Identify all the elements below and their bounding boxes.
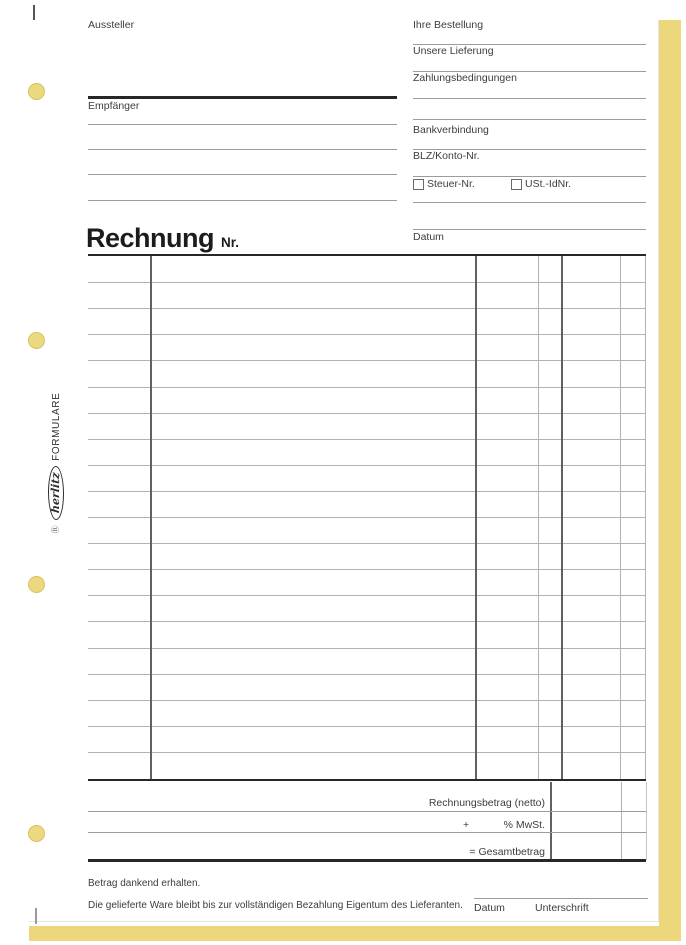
thanks-text: Betrag dankend erhalten. [88,878,201,889]
date-field-top-line [413,229,646,230]
net-amount-line [88,811,646,812]
vat-plus-sign: + [463,819,470,831]
date-label: Datum [413,231,444,243]
tax-number-checkbox[interactable] [413,179,424,190]
recipient-write-line [88,200,397,201]
totals-right-edge [646,782,647,860]
recipient-write-line [88,149,397,150]
form-title [86,223,239,253]
recipient-label: Empfänger [88,100,140,112]
issuer-label: Aussteller [88,19,135,31]
recipient-write-line [88,124,397,125]
net-amount-label: Rechnungsbetrag (netto) [428,797,545,809]
punch-hole [28,825,45,842]
issuer-field-underline [88,96,397,99]
signature-label: Unterschrift [535,902,589,914]
tax-number-label: Steuer-Nr. [427,178,475,190]
punch-hole [28,576,45,593]
page-bottom-edge [29,921,659,922]
col-divider-total-cents [620,256,621,779]
payment-terms-write-line [413,98,646,99]
col-divider-total-price [561,256,563,779]
table-right-edge [645,256,646,779]
registered-trademark-icon: Ⓡ [51,525,60,534]
blz-write-line [413,176,646,177]
col-divider-unit-price-cents [538,256,539,779]
vat-id-checkbox[interactable] [511,179,522,190]
carbon-sheet-right-edge [659,20,681,927]
total-amount-label: = Gesamtbetrag [469,846,545,858]
tax-write-line [413,202,646,203]
footer-date-label: Datum [474,902,505,914]
formulare-label: FORMULARE [50,392,62,461]
order-label: Ihre Bestellung [413,19,484,31]
blz-account-label: BLZ/Konto-Nr. [413,150,480,162]
registration-mark-bottom [35,908,37,924]
col-divider-description [475,256,477,779]
vat-amount-label: % MwSt. [503,819,545,831]
totals-divider-main [550,782,552,860]
vat-id-label: USt.-IdNr. [525,178,572,190]
delivery-label: Unsere Lieferung [413,45,494,57]
form-title-main: Rechnung [86,223,214,253]
herlitz-logo: herlitz [48,465,64,521]
col-divider-quantity [150,256,152,779]
bank-label: Bankverbindung [413,124,489,136]
totals-divider-cents [621,782,622,860]
carbon-sheet-bottom-edge [29,926,681,941]
form-title-number-suffix: Nr. [221,235,240,250]
punch-hole [28,83,45,100]
brand-block [48,392,64,534]
payment-terms-write-line [413,119,646,120]
total-amount-line [88,859,646,862]
retention-of-title-text: Die gelieferte Ware bleibt bis zur vollständigen Bezahlung Eigentum des Lieferanten. [88,900,463,911]
punch-hole [28,332,45,349]
page-right-edge [658,20,659,921]
registration-mark-top [33,5,35,20]
recipient-write-line [88,174,397,175]
payment-terms-label: Zahlungsbedingungen [413,72,517,84]
vat-amount-line [88,832,646,833]
signature-line [474,898,648,899]
items-table [88,254,646,781]
